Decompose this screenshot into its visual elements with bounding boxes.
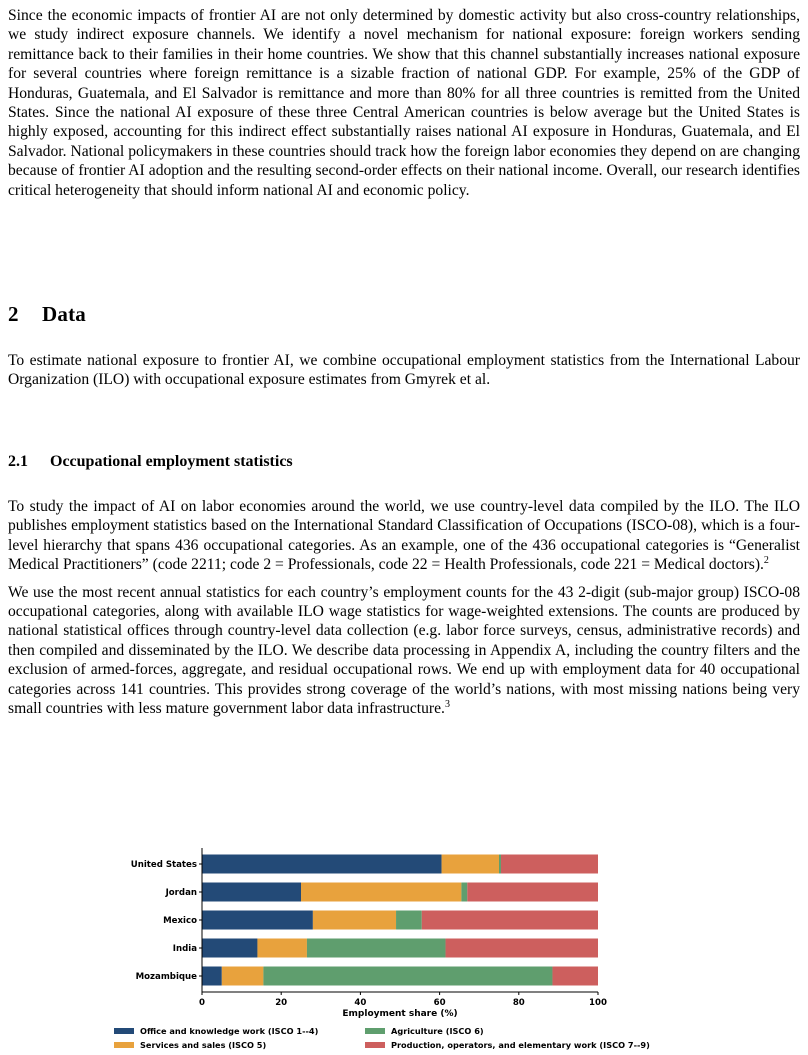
employment-share-figure	[100, 840, 710, 1055]
y-tick-label: Mozambique	[135, 972, 197, 982]
data-paragraph: To estimate national exposure to frontier AI, we combine occupational employment statistics from the International Labour Organization (ILO) with occupational exposure estimates from Gmyrek et al.	[8, 352, 800, 389]
bar-segment[interactable]	[263, 967, 552, 986]
subsection-number: 2.1	[8, 453, 28, 470]
legend-swatch	[114, 1042, 134, 1048]
bar-segment[interactable]	[202, 939, 257, 958]
legend-label: Office and knowledge work (ISCO 1--4)	[140, 1026, 319, 1036]
bar-segment[interactable]	[257, 939, 307, 958]
bar-segment[interactable]	[442, 855, 499, 874]
recent-stats-paragraph-text: We use the most recent annual statistics for each country’s employment counts for the 43 2-digit (sub-major group) ISCO-08 occupational categories, along with available ILO wage statistics for wage-weighted extensions. The counts are produced by national statistical offices through country-level data collection (e.g. labor force surveys, census, administrative records) and then compiled and disseminated by the ILO. We describe data processing in Appendix A, including the country filters and the exclusion of armed-forces, aggregate, and residual occupational rows. We end up with employment data for 40 occupational categories across 141 countries. This provides strong coverage of the world’s nations, with most missing nations being very small countries with less mature government labor data infrastructure.	[8, 583, 800, 718]
intro-paragraph: Since the economic impacts of frontier AI are not only determined by domestic activity but also cross-country relationships, we study indirect exposure channels. We identify a novel mechanism for national exposure: foreign workers sending remittance back to their families in their home countries. We show that this channel substantially increases national exposure for several countries where foreign remittance is a sizable fraction of national GDP. For example, 25% of the GDP of Honduras, Guatemala, and El Salvador is remittance and more than 80% for all three countries is remitted from the United States. Since the national AI exposure of these three Central American countries is below average but the United States is highly exposed, accounting for this indirect effect substantially raises national AI exposure in Honduras, Guatemala, and El Salvador. National policymakers in these countries should track how the foreign labor economies they depend on are changing because of frontier AI adoption and the resulting second-order effects on their national income. Overall, our research identifies critical heterogeneity that should inform national AI and economic policy.	[8, 7, 800, 199]
bar-segment[interactable]	[313, 911, 396, 930]
y-tick-label: United States	[130, 860, 197, 870]
y-tick-label: Jordan	[165, 888, 197, 898]
bar-segment[interactable]	[202, 911, 313, 930]
legend-label: Production, operators, and elementary work (ISCO 7--9)	[391, 1040, 650, 1050]
y-tick-label: Mexico	[163, 916, 197, 926]
x-tick-label: 60	[433, 998, 446, 1008]
legend-swatch	[114, 1028, 134, 1034]
legend-swatch	[365, 1028, 385, 1034]
bar-segment[interactable]	[467, 883, 598, 902]
legend-label: Services and sales (ISCO 5)	[140, 1040, 267, 1050]
y-tick-label: India	[172, 944, 197, 954]
footnote-mark[interactable]: 3	[444, 698, 450, 710]
ilo-paragraph	[8, 497, 800, 575]
employment-stats-block	[8, 497, 800, 718]
legend-swatch	[365, 1042, 385, 1048]
bar-segment[interactable]	[501, 855, 598, 874]
bar-segment[interactable]	[202, 855, 442, 874]
bar-segment[interactable]	[202, 883, 301, 902]
subsection-title: Occupational employment statistics	[50, 453, 293, 470]
stacked-bar-chart	[100, 840, 710, 1055]
x-tick-label: 20	[275, 998, 288, 1008]
footnote-mark[interactable]: 2	[763, 555, 769, 567]
x-tick-label: 100	[589, 998, 607, 1008]
x-tick-label: 0	[199, 998, 205, 1008]
bar-segment[interactable]	[396, 911, 422, 930]
x-tick-label: 80	[512, 998, 525, 1008]
legend-label: Agriculture (ISCO 6)	[391, 1026, 484, 1036]
ilo-paragraph-text: To study the impact of AI on labor economies around the world, we use country-level data compiled by the ILO. The ILO publishes employment statistics based on the International Standard Classification of Occupations (ISCO-08), which is a four-level hierarchy that spans 436 occupational categories. As an example, one of the 436 occupational categories is “Generalist Medical Practitioners” (code 2211; code 2 = Professionals, code 22 = Health Professionals, code 221 = Medical doctors).	[8, 498, 800, 574]
section-number: 2	[8, 302, 19, 326]
bar-segment[interactable]	[222, 967, 264, 986]
bar-segment[interactable]	[422, 911, 598, 930]
subsection-heading	[8, 453, 293, 471]
section-title: Data	[42, 302, 86, 326]
intro-block	[8, 6, 800, 200]
bar-segment[interactable]	[307, 939, 446, 958]
x-tick-label: 40	[354, 998, 367, 1008]
x-axis-label: Employment share (%)	[342, 1009, 458, 1019]
bar-segment[interactable]	[461, 883, 467, 902]
bar-segment[interactable]	[202, 967, 222, 986]
bar-segment[interactable]	[552, 967, 598, 986]
bar-segment[interactable]	[499, 855, 501, 874]
data-intro-block	[8, 351, 800, 390]
recent-stats-paragraph	[8, 583, 800, 719]
bar-segment[interactable]	[301, 883, 461, 902]
bar-segment[interactable]	[446, 939, 598, 958]
section-heading	[8, 302, 86, 327]
